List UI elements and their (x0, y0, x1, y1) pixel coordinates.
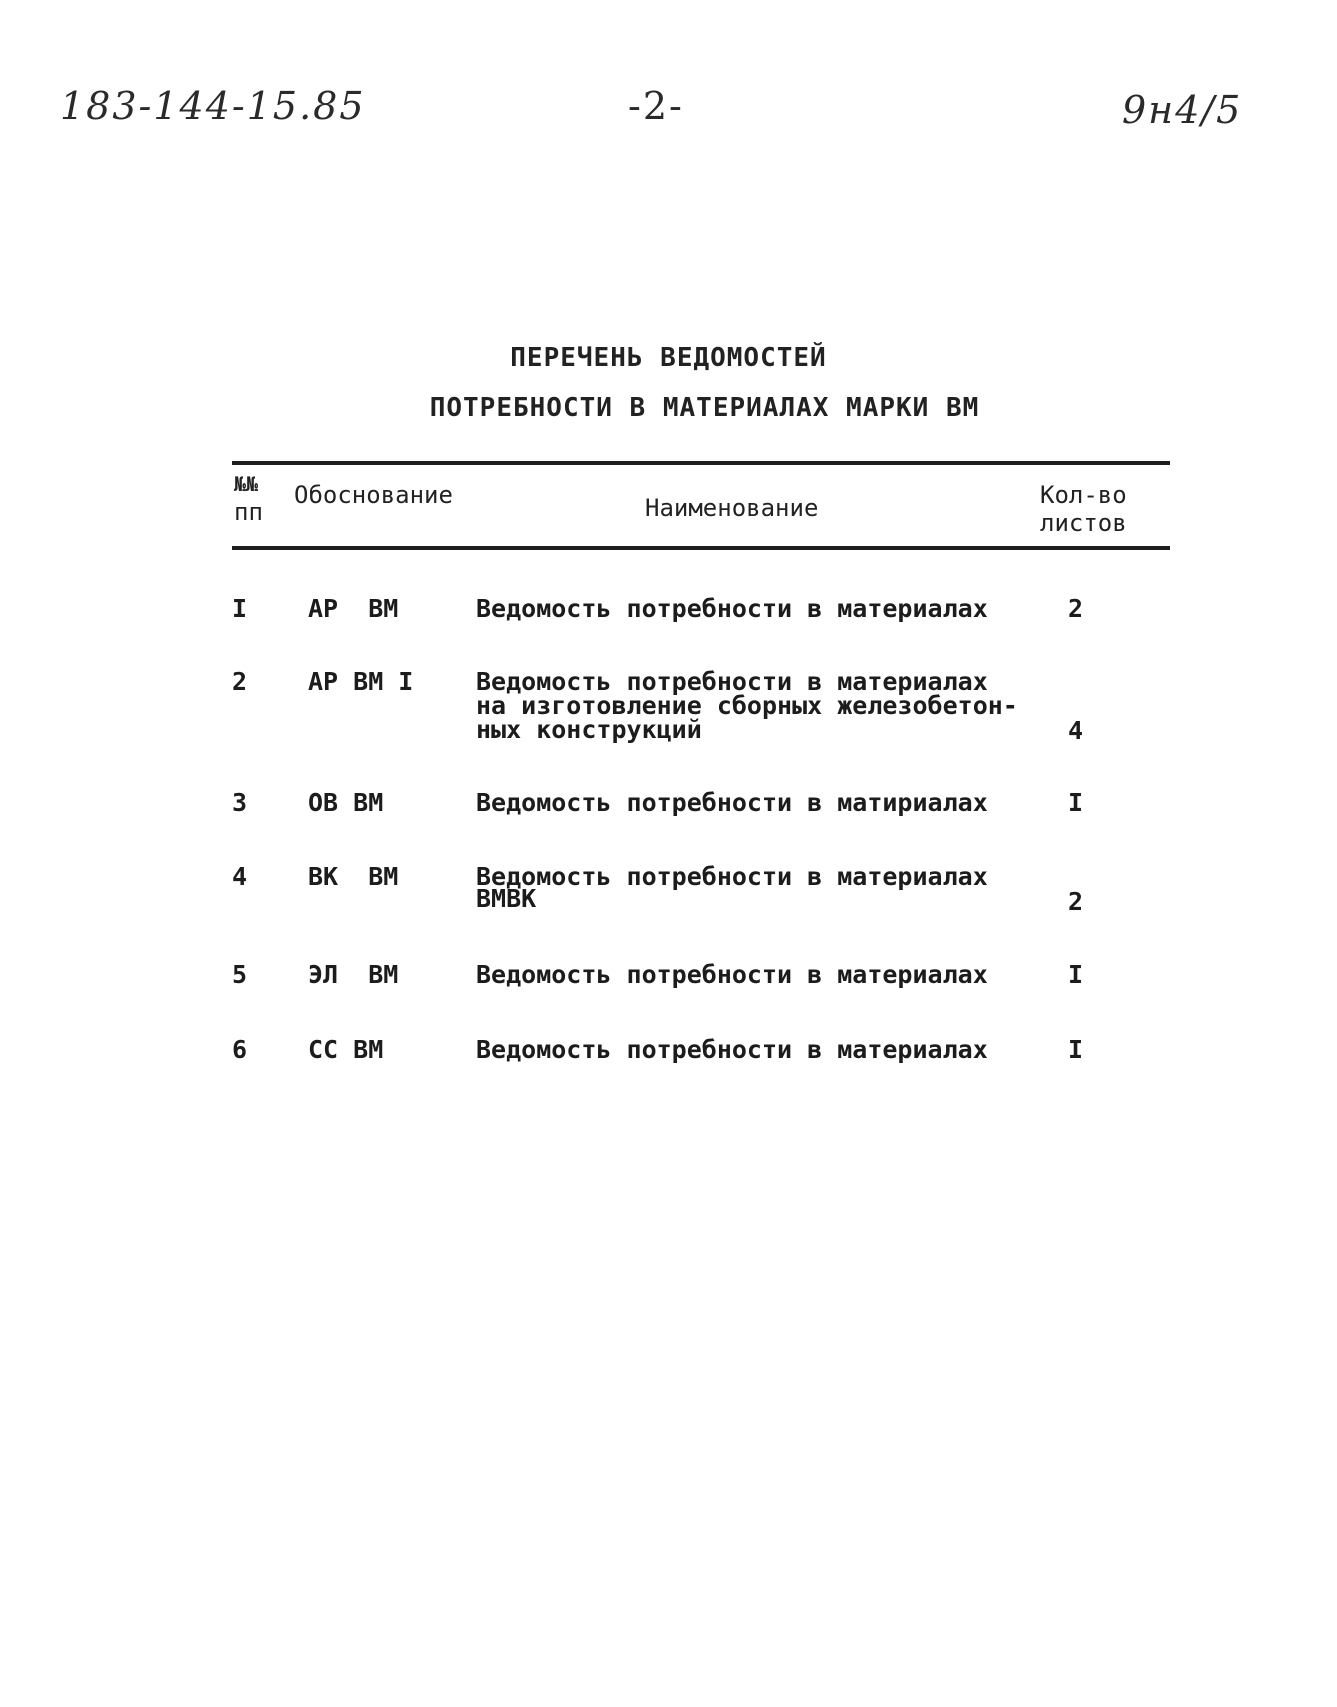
page-number: -2- (628, 84, 684, 128)
row-name-line2: ВМВК (476, 884, 537, 913)
document-title: ПЕРЕЧЕНЬ ВЕДОМОСТЕЙ (510, 343, 827, 373)
row-name-line3: ных конструкций (476, 715, 702, 744)
row-number: 4 (232, 862, 248, 891)
table-header-rule (232, 546, 1170, 550)
row-quantity: 2 (1068, 887, 1084, 916)
column-header-number-line2: пп (234, 498, 263, 526)
row-number: I (232, 594, 248, 623)
row-basis: ВК ВМ (308, 862, 399, 891)
table-top-rule (232, 461, 1170, 465)
document-subtitle: ПОТРЕБНОСТИ В МАТЕРИАЛАХ МАРКИ ВМ (429, 393, 980, 423)
row-name: Ведомость потребности в материалах (476, 1035, 988, 1064)
row-number: 5 (232, 960, 248, 989)
row-name-line1: Ведомость потребности в материалах (476, 667, 988, 696)
column-header-number (234, 470, 274, 526)
row-quantity: I (1068, 960, 1084, 989)
row-number: 2 (232, 667, 248, 696)
row-quantity: I (1068, 1035, 1084, 1064)
column-header-name: Наименование (645, 494, 819, 522)
row-basis: ОВ ВМ (308, 788, 384, 817)
row-basis: АР ВМ I (308, 667, 414, 696)
column-header-quantity-line1: Кол-во (1040, 481, 1127, 509)
sheet-code: 9н4/5 (1122, 88, 1243, 132)
row-number: 3 (232, 788, 248, 817)
row-name: Ведомость потребности в матириалах (476, 788, 988, 817)
row-basis: АР ВМ (308, 594, 399, 623)
row-quantity: I (1068, 788, 1084, 817)
row-quantity: 2 (1068, 594, 1084, 623)
row-basis: ЭЛ ВМ (308, 960, 399, 989)
row-name: Ведомость потребности в материалах (476, 594, 988, 623)
row-number: 6 (232, 1035, 248, 1064)
row-name-line1: Ведомость потребности в материалах (476, 862, 988, 891)
column-header-basis: Обоснование (294, 481, 453, 509)
row-quantity: 4 (1068, 716, 1084, 745)
row-basis: СС ВМ (308, 1035, 384, 1064)
column-header-quantity (1040, 481, 1127, 537)
document-code: 183-144-15.85 (60, 84, 366, 128)
column-header-number-line1: №№ (234, 472, 259, 496)
column-header-quantity-line2: листов (1040, 509, 1127, 537)
row-name: Ведомость потребности в материалах (476, 960, 988, 989)
row-name-line2: на изготовление сборных железобетон- (476, 691, 1018, 720)
